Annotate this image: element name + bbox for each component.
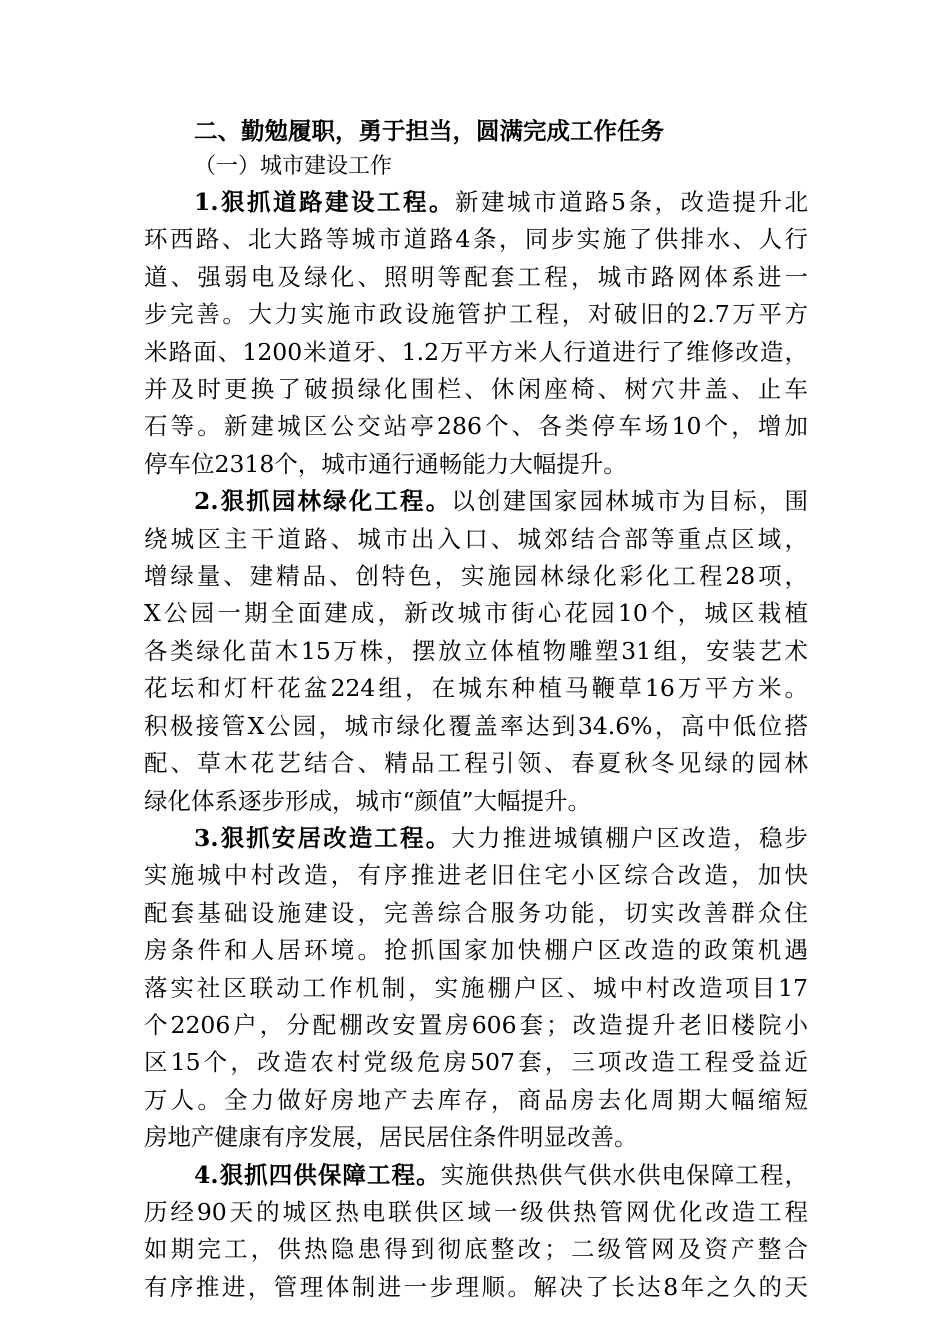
paragraph-line: 配套基础设施建设，完善综合服务功能，切实改善群众住 — [144, 898, 808, 927]
paragraph-line: 区15个，改造农村党级危房507套，三项改造工程受益近 — [144, 1048, 808, 1077]
paragraph-line: 大力推进城镇棚户区改造，稳步 — [451, 823, 808, 852]
paragraph-line: 石等。新建城区公交站亭286个、各类停车场10个，增加 — [144, 412, 808, 441]
paragraph-line: 配、草木花艺结合、精品工程引领、春夏秋冬见绿的园林 — [144, 749, 808, 778]
paragraph-line: X公园一期全面建成，新改城市街心花园10个，城区栽植 — [144, 599, 808, 628]
document-body — [144, 112, 808, 1306]
paragraph-line: 步完善。大力实施市政设施管护工程，对破旧的2.7万平方 — [144, 300, 808, 329]
paragraph-line: 落实社区联动工作机制，实施棚户区、城中村改造项目17 — [144, 973, 808, 1002]
paragraph-line: 万人。全力做好房地产去库存，商品房去化周期大幅缩短 — [144, 1085, 808, 1114]
paragraph-lead: 1.狠抓道路建设工程。 — [194, 188, 456, 216]
paragraph-lead: 2.狠抓园林绿化工程。 — [194, 487, 452, 516]
paragraph-line: 如期完工，供热隐患得到彻底整改；二级管网及资产整合 — [144, 1235, 808, 1264]
paragraph-line: 实施供热供气供水供电保障工程， — [440, 1160, 808, 1189]
paragraph-line: 花坛和灯杆花盆224组，在城东种植马鞭草16万平方米。 — [144, 674, 808, 703]
subsection-heading: （一）城市建设工作 — [194, 154, 393, 179]
paragraph-greening — [144, 483, 808, 820]
paragraph-line: 停车位2318个，城市通行通畅能力大幅提升。 — [144, 449, 627, 478]
paragraph-line: 房条件和人居环境。抢抓国家加快棚户区改造的政策机遇 — [144, 936, 808, 965]
paragraph-housing-renovation — [144, 820, 808, 1157]
paragraph-line: 绕城区主干道路、城市出入口、城郊结合部等重点区域， — [144, 524, 808, 553]
paragraph-road-construction — [144, 184, 808, 483]
paragraph-line: 各类绿化苗木15万株，摆放立体植物雕塑31组，安装艺术 — [144, 636, 808, 665]
paragraph-line: 有序推进，管理体制进一步理顺。解决了长达8年之久的天 — [144, 1272, 808, 1301]
paragraph-lead: 3.狠抓安居改造工程。 — [194, 823, 452, 852]
paragraph-line: 环西路、北大路等城市道路4条，同步实施了供排水、人行 — [144, 225, 808, 254]
paragraph-line: 绿化体系逐步形成，城市“颜值”大幅提升。 — [144, 786, 592, 815]
paragraph-line: 并及时更换了破损绿化围栏、休闲座椅、树穴井盖、止车 — [144, 375, 808, 404]
paragraph-line: 历经90天的城区热电联供区域一级供热管网优化改造工程 — [144, 1197, 808, 1226]
paragraph-line: 以创建国家园林城市为目标，围 — [451, 487, 808, 516]
paragraph-line: 道、强弱电及绿化、照明等配套工程，城市路网体系进一 — [144, 262, 808, 291]
paragraph-line: 新建城市道路5条，改造提升北 — [455, 188, 808, 216]
paragraph-line: 个2206户，分配棚改安置房606套；改造提升老旧楼院小 — [144, 1010, 808, 1039]
paragraph-line: 增绿量、建精品、创特色，实施园林绿化彩化工程28项， — [144, 562, 808, 591]
paragraph-line: 实施城中村改造，有序推进老旧住宅小区综合改造，加快 — [144, 861, 808, 890]
paragraph-utility-supply — [144, 1157, 808, 1307]
paragraph-line: 积极接管X公园，城市绿化覆盖率达到34.6%，高中低位搭 — [144, 711, 808, 740]
paragraph-lead: 4.狠抓四供保障工程。 — [194, 1160, 441, 1189]
paragraph-line: 米路面、1200米道牙、1.2万平方米人行道进行了维修改造， — [144, 337, 808, 366]
section-heading: 二、勤勉履职，勇于担当，圆满完成工作任务 — [194, 117, 664, 145]
paragraph-line: 房地产健康有序发展，居民居住条件明显改善。 — [144, 1123, 638, 1152]
